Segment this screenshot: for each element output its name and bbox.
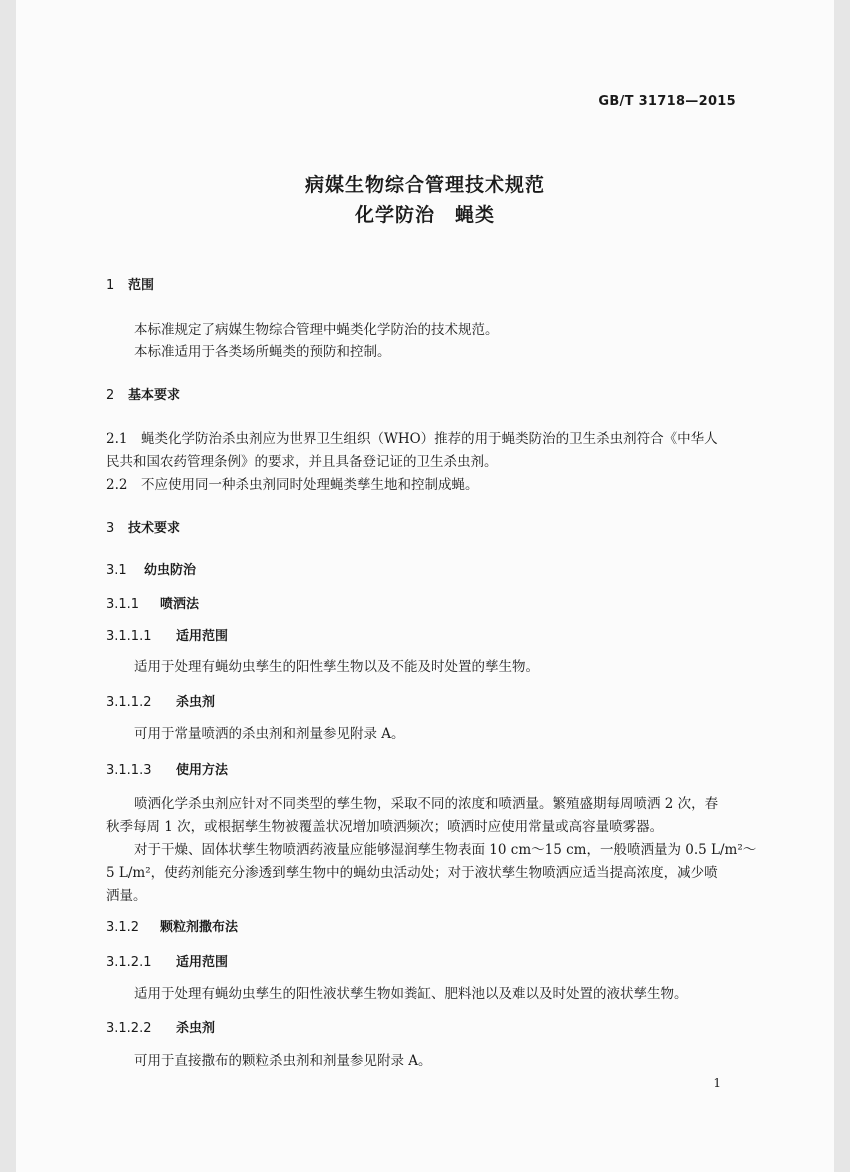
section-3-1-heading [106, 561, 196, 581]
clause-2-2: 2.2 不应使用同一种杀虫剂同时处理蝇类孳生地和控制成蝇。 [106, 477, 479, 493]
section-number: 3.1.1.1 [106, 629, 152, 644]
section-3-1-2-heading [106, 918, 238, 938]
clause-2-1-line2: 民共和国农药管理条例》的要求，并且具备登记证的卫生杀虫剂。 [106, 454, 498, 470]
section-number: 3.1.1.3 [106, 763, 152, 778]
section-title: 喷洒法 [160, 597, 200, 612]
document-page [16, 0, 834, 1172]
section-title: 技术要求 [128, 521, 181, 536]
paragraph-line: 对于干燥、固体状孳生物喷洒药液量应能够湿润孳生物表面 10 cm～15 cm，一般喷洒量为 0.5 L/m²～ [134, 842, 757, 858]
section-3-1-1-3-heading [106, 761, 228, 781]
section-title: 使用方法 [176, 763, 229, 778]
page-number: 1 [713, 1076, 721, 1090]
section-3-1-1-1-heading [106, 627, 228, 647]
paragraph-line: 洒量。 [106, 888, 147, 904]
section-title: 适用范围 [176, 955, 229, 970]
section-title: 适用范围 [176, 629, 229, 644]
paragraph-line: 秋季每周 1 次，或根据孳生物被覆盖状况增加喷洒频次；喷洒时应使用常量或高容量喷雾器。 [106, 819, 664, 835]
section-title: 范围 [128, 278, 155, 293]
section-number: 2 [106, 388, 115, 403]
clause-2-1-line1: 2.1 蝇类化学防治杀虫剂应为世界卫生组织（WHO）推荐的用于蝇类防治的卫生杀虫剂符合《中华人 [106, 431, 718, 447]
section-3-heading [106, 519, 180, 539]
paragraph: 适用于处理有蝇幼虫孳生的阳性孳生物以及不能及时处置的孳生物。 [134, 659, 539, 675]
section-title: 杀虫剂 [176, 1021, 216, 1036]
section-number: 3.1.2.1 [106, 955, 152, 970]
section-number: 3.1.1 [106, 597, 140, 612]
paragraph-line: 喷洒化学杀虫剂应针对不同类型的孳生物，采取不同的浓度和喷洒量。繁殖盛期每周喷洒 2 次，春 [134, 796, 719, 812]
section-3-1-2-1-heading [106, 953, 228, 973]
paragraph: 本标准适用于各类场所蝇类的预防和控制。 [134, 344, 391, 360]
paragraph: 可用于直接撒布的颗粒杀虫剂和剂量参见附录 A。 [134, 1053, 432, 1069]
section-title: 基本要求 [128, 388, 181, 403]
section-number: 1 [106, 278, 115, 293]
section-number: 3.1.1.2 [106, 695, 152, 710]
section-3-1-1-2-heading [106, 693, 215, 713]
section-3-1-1-heading [106, 595, 199, 615]
section-1-heading [106, 276, 154, 296]
standard-code: GB/T 31718—2015 [598, 94, 736, 109]
section-number: 3 [106, 521, 115, 536]
paragraph: 可用于常量喷洒的杀虫剂和剂量参见附录 A。 [134, 726, 405, 742]
section-number: 3.1.2.2 [106, 1021, 152, 1036]
paragraph-line: 5 L/m²，使药剂能充分渗透到孳生物中的蝇幼虫活动处；对于液状孳生物喷洒应适当提高浓度，减少喷 [106, 865, 718, 881]
document-title: 病媒生物综合管理技术规范 [304, 174, 545, 196]
section-title: 幼虫防治 [144, 563, 197, 578]
section-3-1-2-2-heading [106, 1019, 215, 1039]
document-subtitle: 化学防治 蝇类 [354, 204, 495, 226]
section-2-heading [106, 386, 180, 406]
section-number: 3.1 [106, 563, 127, 578]
paragraph: 本标准规定了病媒生物综合管理中蝇类化学防治的技术规范。 [134, 322, 499, 338]
paragraph: 适用于处理有蝇幼虫孳生的阳性液状孳生物如粪缸、肥料池以及难以及时处置的液状孳生物。 [134, 986, 688, 1002]
section-title: 杀虫剂 [176, 695, 216, 710]
section-title: 颗粒剂撒布法 [160, 920, 239, 935]
section-number: 3.1.2 [106, 920, 140, 935]
